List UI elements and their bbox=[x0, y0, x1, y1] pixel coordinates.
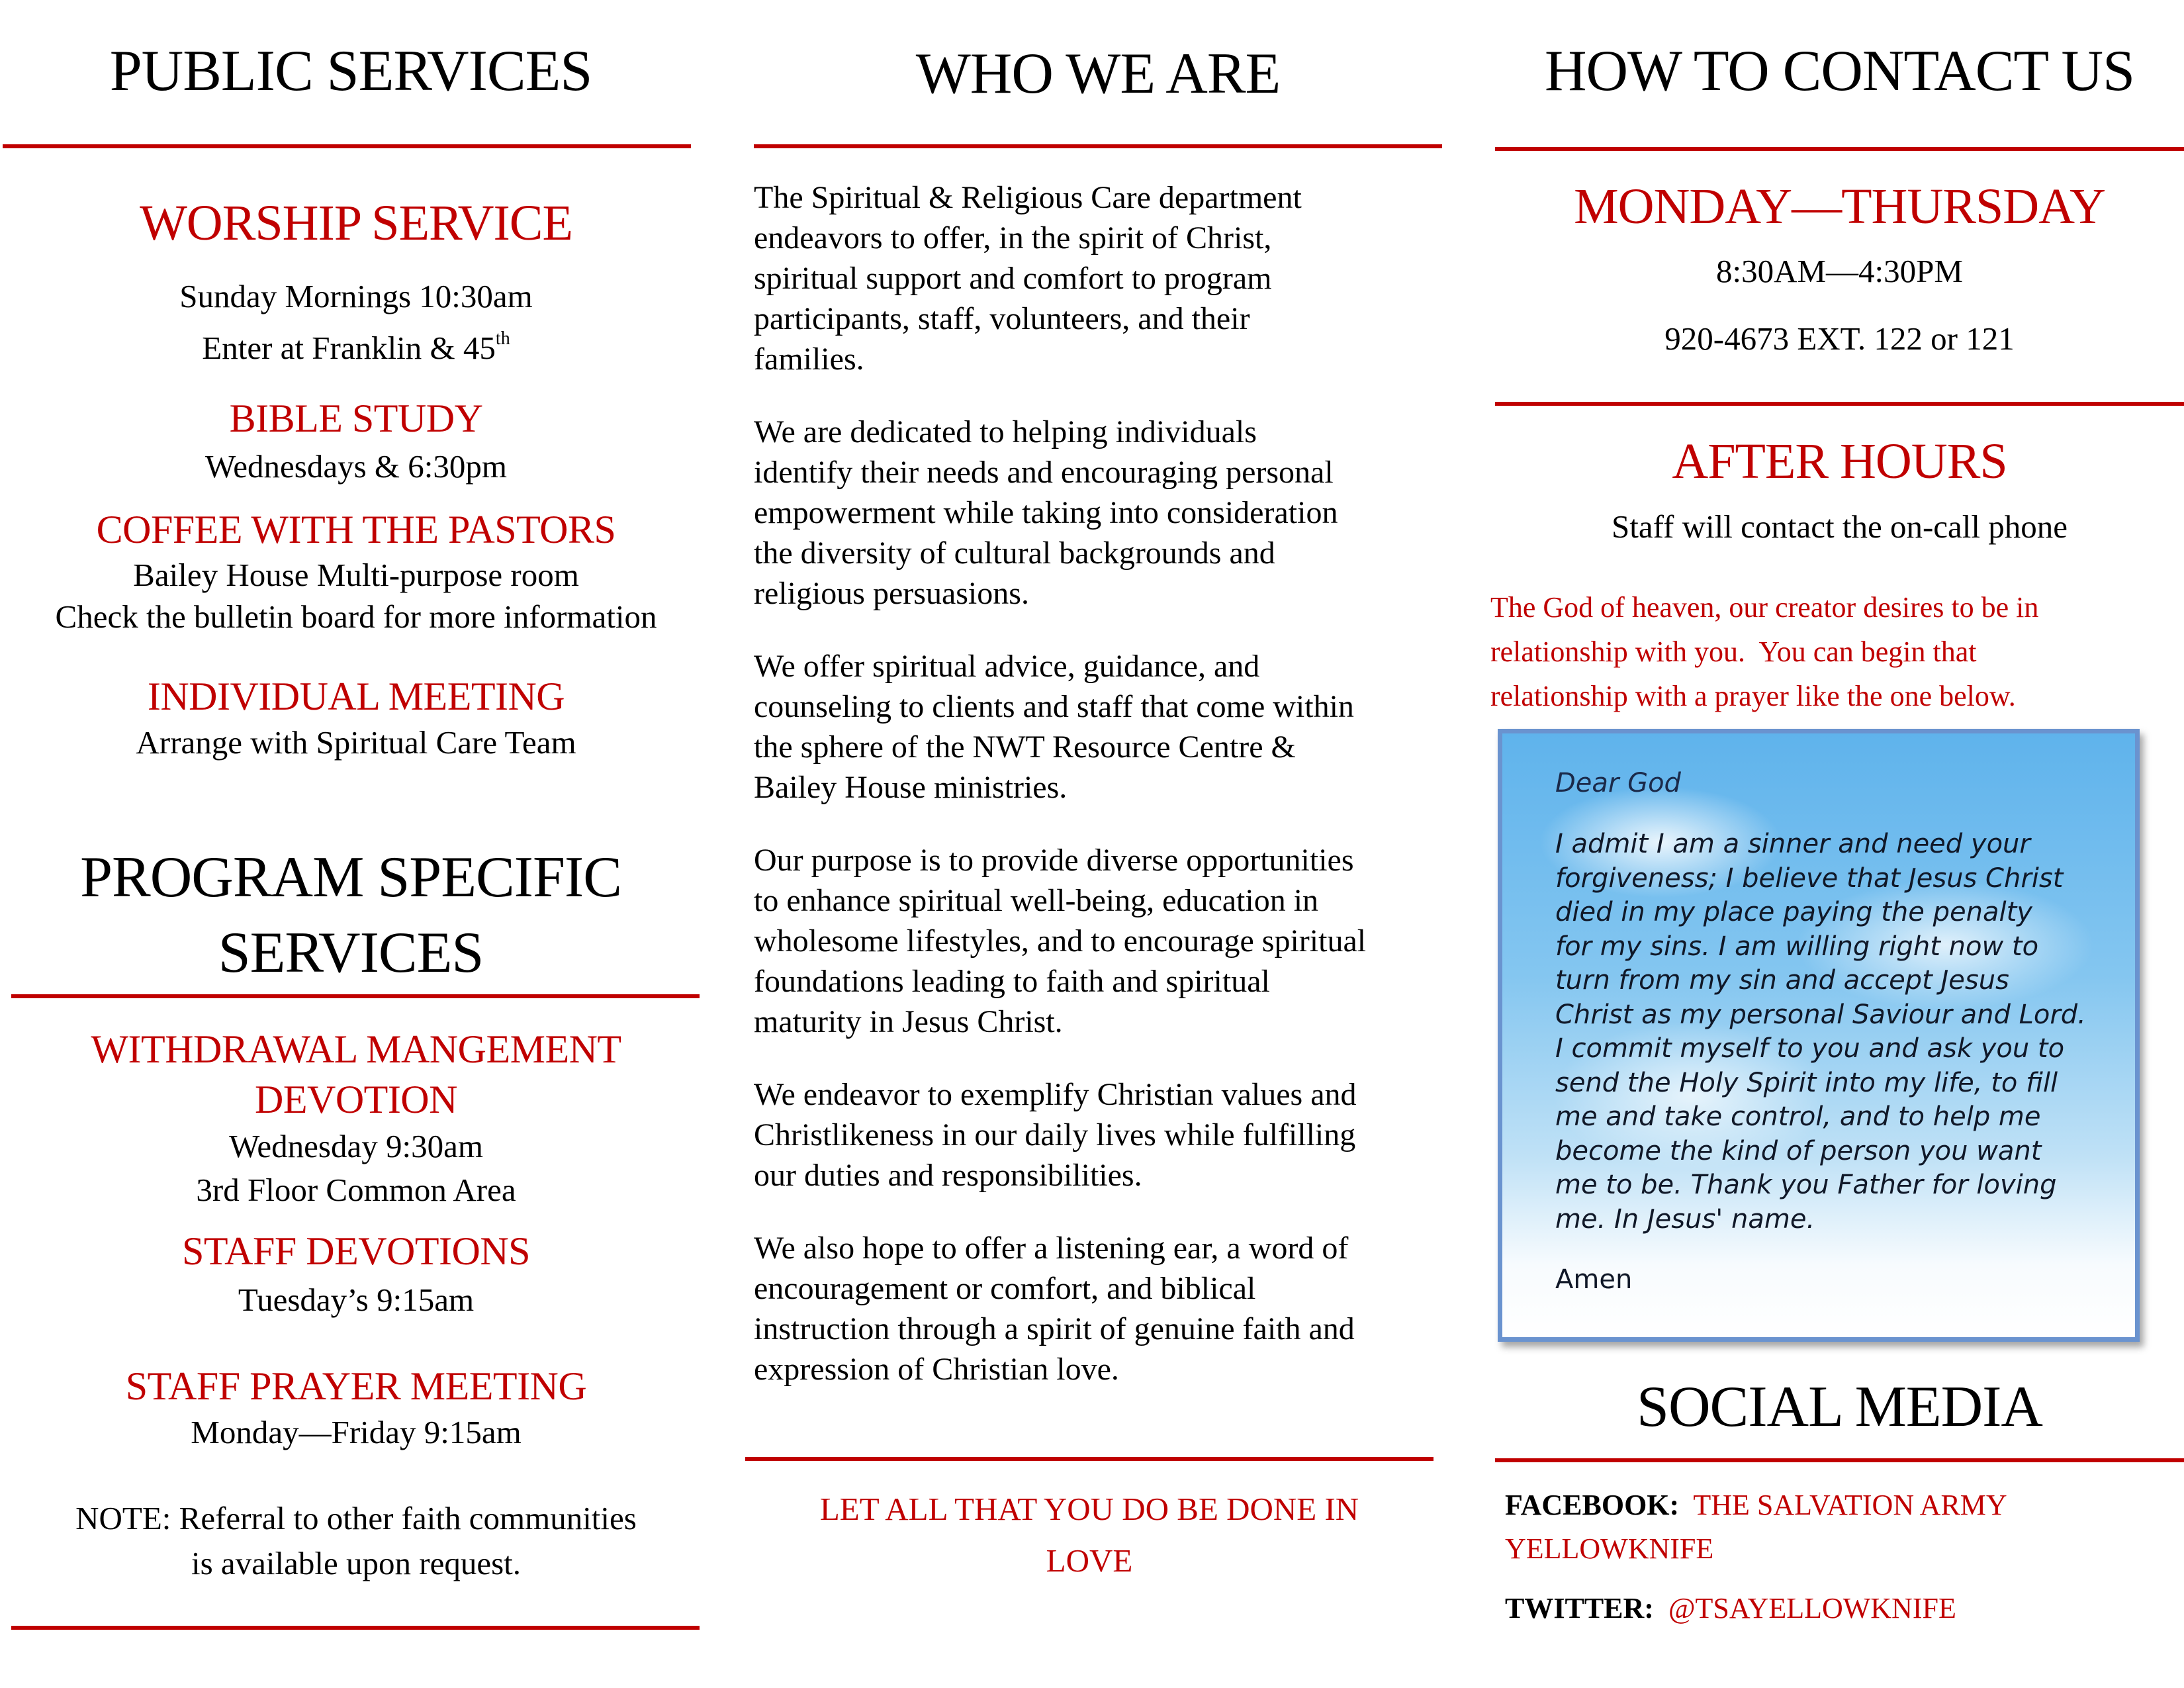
who-we-are-title: WHO WE ARE bbox=[915, 42, 1281, 106]
worship-time: Sunday Mornings 10:30am bbox=[179, 278, 533, 314]
bible-study-heading: BIBLE STUDY bbox=[229, 397, 483, 440]
referral-note-line1: NOTE: Referral to other faith communities bbox=[75, 1500, 637, 1536]
staff-devotions-time: Tuesday’s 9:15am bbox=[238, 1282, 475, 1318]
paragraph-line: encouragement or comfort, and biblical bbox=[754, 1271, 1256, 1306]
paragraph-line: We offer spiritual advice, guidance, and bbox=[754, 649, 1260, 684]
program-specific-title-line1: PROGRAM SPECIFIC bbox=[80, 845, 621, 910]
prayer-line: for my sins. I am willing right now to bbox=[1555, 931, 2039, 962]
paragraph-line: the diversity of cultural backgrounds and bbox=[754, 536, 1275, 571]
twitter-link[interactable]: @TSAYELLOWKNIFE bbox=[1668, 1592, 1956, 1624]
divider bbox=[754, 144, 1442, 148]
prayer-closing: Amen bbox=[1555, 1264, 1633, 1295]
paragraph-line: wholesome lifestyles, and to encourage spiritual bbox=[754, 923, 1367, 959]
social-media-title: SOCIAL MEDIA bbox=[1637, 1375, 2042, 1439]
invitation-line: relationship with you. You can begin that bbox=[1490, 635, 1977, 668]
prayer-greeting: Dear God bbox=[1555, 768, 1681, 798]
divider bbox=[1495, 402, 2184, 406]
staff-prayer-meeting-time: Monday—Friday 9:15am bbox=[191, 1414, 522, 1450]
paragraph-line: The Spiritual & Religious Care department bbox=[754, 180, 1302, 215]
prayer-line: become the kind of person you want bbox=[1555, 1135, 2042, 1166]
paragraph-line: expression of Christian love. bbox=[754, 1352, 1119, 1387]
twitter-label: TWITTER: bbox=[1505, 1592, 1654, 1624]
ordinal-suffix: th bbox=[495, 328, 510, 349]
prayer-line: me and take control, and to help me bbox=[1555, 1102, 2041, 1132]
paragraph-line: our duties and responsibilities. bbox=[754, 1158, 1142, 1193]
divider bbox=[1495, 147, 2184, 151]
who-we-are-body bbox=[754, 177, 1455, 1389]
withdrawal-management-heading-line1: WITHDRAWAL MANGEMENT bbox=[91, 1027, 621, 1071]
staff-prayer-meeting-heading: STAFF PRAYER MEETING bbox=[125, 1364, 587, 1408]
facebook-label: FACEBOOK: bbox=[1505, 1489, 1680, 1521]
staff-devotions-heading: STAFF DEVOTIONS bbox=[181, 1229, 531, 1273]
withdrawal-time: Wednesday 9:30am bbox=[229, 1128, 483, 1164]
paragraph-line: the sphere of the NWT Resource Centre & bbox=[754, 729, 1296, 765]
contact-title: HOW TO CONTACT US bbox=[1544, 39, 2135, 103]
motto-line1: LET ALL THAT YOU DO BE DONE IN bbox=[819, 1491, 1359, 1527]
withdrawal-location: 3rd Floor Common Area bbox=[196, 1172, 516, 1208]
paragraph-line: counseling to clients and staff that come within bbox=[754, 689, 1354, 724]
prayer-line: send the Holy Spirit into my life, to fill bbox=[1555, 1067, 2058, 1098]
paragraph-line: foundations leading to faith and spiritual bbox=[754, 964, 1270, 999]
prayer-line: turn from my sin and accept Jesus bbox=[1555, 965, 2009, 996]
prayer-invitation bbox=[1490, 585, 2038, 718]
paragraph-line: maturity in Jesus Christ. bbox=[754, 1004, 1063, 1039]
paragraph bbox=[754, 1228, 1455, 1389]
paragraph bbox=[754, 1074, 1455, 1196]
paragraph-line: We also hope to offer a listening ear, a word of bbox=[754, 1231, 1349, 1266]
paragraph-line: instruction through a spirit of genuine faith and bbox=[754, 1311, 1355, 1346]
prayer-line: forgiveness; I believe that Jesus Christ bbox=[1555, 863, 2064, 894]
paragraph-line: families. bbox=[754, 342, 864, 377]
coffee-with-pastors-heading: COFFEE WITH THE PASTORS bbox=[96, 508, 616, 551]
paragraph-line: to enhance spiritual well-being, education in bbox=[754, 883, 1319, 918]
paragraph bbox=[754, 840, 1455, 1042]
paragraph-line: We are dedicated to helping individuals bbox=[754, 414, 1257, 449]
prayer-line: me. In Jesus' name. bbox=[1555, 1203, 1815, 1235]
program-specific-title-line2: SERVICES bbox=[218, 921, 484, 985]
prayer-line: died in my place paying the penalty bbox=[1555, 897, 2032, 927]
public-services-title: PUBLIC SERVICES bbox=[109, 39, 592, 103]
office-days-heading: MONDAY—THURSDAY bbox=[1574, 179, 2105, 234]
prayer-line: I admit I am a sinner and need your bbox=[1555, 829, 2030, 859]
divider bbox=[11, 1626, 700, 1630]
paragraph-line: empowerment while taking into consideration bbox=[754, 495, 1338, 530]
bible-study-time: Wednesdays & 6:30pm bbox=[205, 448, 508, 485]
worship-entrance bbox=[0, 328, 712, 368]
paragraph-line: Bailey House ministries. bbox=[754, 770, 1068, 805]
invitation-line: The God of heaven, our creator desires to be in bbox=[1490, 591, 2039, 624]
paragraph-line: religious persuasions. bbox=[754, 576, 1029, 611]
coffee-location: Bailey House Multi-purpose room bbox=[133, 557, 579, 593]
after-hours-info: Staff will contact the on-call phone bbox=[1612, 508, 2068, 545]
office-hours: 8:30AM—4:30PM bbox=[1715, 253, 1963, 289]
individual-meeting-info: Arrange with Spiritual Care Team bbox=[136, 724, 576, 761]
paragraph bbox=[754, 177, 1455, 379]
prayer-line: me to be. Thank you Father for loving bbox=[1555, 1170, 2057, 1200]
paragraph-line: endeavors to offer, in the spirit of Christ, bbox=[754, 220, 1272, 256]
divider bbox=[11, 994, 700, 998]
coffee-info: Check the bulletin board for more information bbox=[55, 598, 657, 635]
facebook-row bbox=[1505, 1485, 2007, 1525]
paragraph bbox=[754, 646, 1455, 808]
withdrawal-management-heading-line2: DEVOTION bbox=[255, 1078, 457, 1121]
divider bbox=[745, 1457, 1433, 1461]
divider bbox=[1495, 1458, 2184, 1462]
referral-note-line2: is available upon request. bbox=[191, 1545, 521, 1581]
worship-entrance-text: Enter at Franklin & 45 bbox=[202, 330, 496, 366]
paragraph-line: participants, staff, volunteers, and their bbox=[754, 301, 1250, 336]
worship-service-heading: WORSHIP SERVICE bbox=[140, 195, 572, 251]
paragraph-line: Christlikeness in our daily lives while fulfilling bbox=[754, 1117, 1356, 1152]
after-hours-heading: AFTER HOURS bbox=[1672, 434, 2007, 489]
prayer-line: I commit myself to you and ask you to bbox=[1555, 1033, 2065, 1064]
paragraph bbox=[754, 412, 1455, 614]
motto-line2: LOVE bbox=[1046, 1542, 1133, 1579]
office-phone[interactable]: 920-4673 EXT. 122 or 121 bbox=[1664, 320, 2015, 357]
prayer-body bbox=[1555, 827, 2124, 1237]
prayer-line: Christ as my personal Saviour and Lord. bbox=[1555, 999, 2086, 1030]
prayer-card-image bbox=[1498, 729, 2140, 1342]
invitation-line: relationship with a prayer like the one below. bbox=[1490, 680, 2016, 712]
individual-meeting-heading: INDIVIDUAL MEETING bbox=[147, 675, 565, 718]
paragraph-line: identify their needs and encouraging personal bbox=[754, 455, 1334, 490]
paragraph-line: spiritual support and comfort to program bbox=[754, 261, 1272, 296]
paragraph-line: We endeavor to exemplify Christian values and bbox=[754, 1077, 1357, 1112]
facebook-link-continued[interactable]: YELLOWKNIFE bbox=[1505, 1532, 1714, 1565]
divider bbox=[3, 144, 691, 148]
paragraph-line: Our purpose is to provide diverse opportunities bbox=[754, 843, 1354, 878]
twitter-row bbox=[1505, 1589, 1956, 1628]
facebook-link[interactable]: THE SALVATION ARMY bbox=[1693, 1489, 2007, 1521]
